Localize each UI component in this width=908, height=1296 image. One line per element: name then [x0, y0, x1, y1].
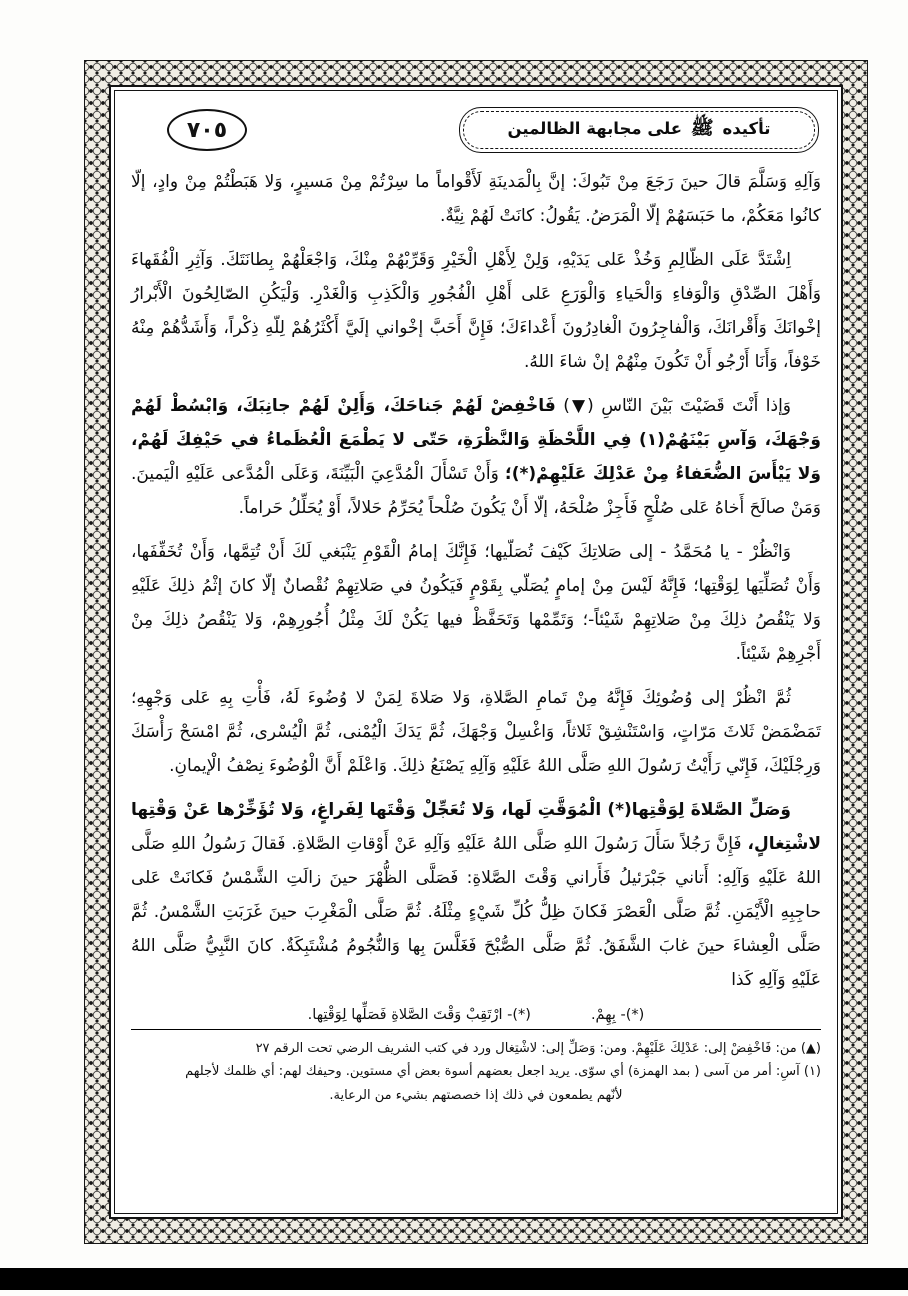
- scan-bottom-edge: [0, 1268, 908, 1290]
- footnote-line-3: لأنّهم يطمعون في ذلك إذا خصصتهم بشيء من الرعاية.: [329, 1087, 623, 1103]
- footnote-variant-2: (*)- ارْتَقِبْ وَقْتَ الصَّلاةِ فَصَلِّها لِوَقْتِها.: [307, 1007, 531, 1023]
- body-paragraph-5: ثُمَّ انْظُرْ إلى وُضُوئِكَ فَإِنَّهُ مِنْ تَمامِ الصَّلاةِ، وَلا صَلاةَ لِمَنْ لا وُضُوءَ لَهُ، فَأْتِ بِهِ عَلى وَجْهِهِ؛ تَمَضْمَضْ ثَلاثَ مَرّاتٍ، وَاسْتَنْشِقْ ثَلاثاً، وَاغْسِلْ وَجْهَكَ، ثُمَّ يَدَكَ الْيُمْنى، ثُمَّ الْيُسْرى، ثُمَّ امْسَحْ رَأْسَكَ وَرِجْلَيْكَ، فَإِنّي رَأَيْتُ رَسُولَ اللهِ صَلَّى اللهُ عَلَيْهِ وَآلِهِ يَصْنَعُ ذلِكَ. وَاعْلَمْ أَنَّ الْوُضُوءَ نِصْفُ الْإيمانِ.: [131, 688, 821, 776]
- chapter-title-post: على مجابهة الظالمين: [507, 119, 683, 138]
- page-header: [131, 103, 821, 159]
- ornamental-border: [84, 60, 868, 1244]
- paragraph-3-run-regular: وَإذا أَنْتَ قَضَيْتَ بَيْنَ النّاسِ (▼): [563, 396, 791, 416]
- paragraph-3-run-bold: فَاخْفِضْ لَهُمْ جَناحَكَ، وَأَلِنْ لَهُمْ جانِبَكَ، وَابْسُطْ لَهُمْ وَجْهَكَ، وَآسِ بَيْنَهُمْ(١) فِي اللَّحْظَةِ وَالنَّظْرَةِ، حَتّى لا يَطْمَعَ الْعُظَماءُ في حَيْفِكَ لَهُمْ، وَلا يَيْأَسَ الضُّعَفاءُ مِنْ عَدْلِكَ عَلَيْهِمْ(*)؛: [131, 396, 821, 484]
- footnote-variants-line: [131, 1007, 821, 1023]
- footnote-separator-rule: [131, 1029, 821, 1030]
- page-body: [131, 165, 821, 997]
- chapter-title-cartouche: [459, 107, 819, 153]
- footnote-variant-1: (*)- بِهِمْ.: [590, 1007, 645, 1023]
- page-number: ٧٠٥: [186, 117, 228, 143]
- body-paragraph-2: اِشْتَدَّ عَلَى الظّالِمِ وَخُذْ عَلى يَدَيْهِ، وَلِنْ لِأَهْلِ الْخَيْرِ وَقَرِّبْهُمْ مِنْكَ، وَاجْعَلْهُمْ بِطانَتَكَ. وَآثِرِ الْفُقَهاءَ وَأَهْلَ الصِّدْقِ وَالْوَفاءِ وَالْحَياءِ وَالْوَرَعِ عَلى أَهْلِ الْفُجُورِ وَالْكَذِبِ وَالْغَدْرِ. وَلْيَكُنِ الصّالِحُونَ الْأَبْرارُ إخْوانَكَ وَأَقْرانَكَ، وَالْفاجِرُونَ الْغادِرُونَ أَعْداءَكَ؛ فَإِنَّ أَحَبَّ إخْواني إلَيَّ أَكْثَرُهُمْ لِلّهِ ذِكْراً، وَأَشَدُّهُمْ مِنْهُ خَوْفاً، وَأَنَا أَرْجُو أَنْ تَكُونَ مِنْهُمْ إنْ شاءَ اللهُ.: [131, 250, 821, 372]
- pbuh-symbol: ﷺ: [690, 117, 714, 139]
- footnotes-section: [131, 1037, 821, 1107]
- body-paragraph-6: [131, 793, 821, 997]
- paragraph-3-run-regular-2: وَأَنْ تَسْأَلَ الْمُدَّعِيَ الْبَيِّنَةَ، وَعَلَى الْمُدَّعى عَلَيْهِ الْيَمينَ. وَمَنْ صالَحَ أَخاهُ عَلى صُلْحٍ فَأَجِزْ صُلْحَهُ، إلّا أَنْ يَكُونَ صُلْحاً يُحَرِّمُ حَلالاً، أَوْ يُحَلِّلُ حَراماً.: [131, 464, 821, 518]
- paragraph-6-run-bold: وَصَلِّ الصَّلاةَ لِوَقْتِها(*) الْمُوَقَّتِ لَها، وَلا تُعَجِّلْ وَقْتَها لِفَراغٍ، وَلا تُؤَخِّرْها عَنْ وَقْتِها لاشْتِغالٍ،: [131, 800, 821, 854]
- footnote-line-2: (١) آسِ: أمر من آسى ( بمد الهمزة) أي سوّى. يريد اجعل بعضهم أسوة بعض أي مستوين. وحيفك لهم: أي ظلمك لأجلهم: [185, 1064, 821, 1080]
- body-paragraph-1: وَآلِهِ وَسَلَّمَ قالَ حينَ رَجَعَ مِنْ تَبُوكَ: إنَّ بِالْمَدينَةِ لَأَقْواماً ما سِرْتُمْ مِنْ مَسيرٍ، وَلا هَبَطْتُمْ مِنْ وادٍ، إلّا كانُوا مَعَكُمْ، ما حَبَسَهُمْ إلّا الْمَرَضُ. يَقُولُ: كانَتْ لَهُمْ نِيَّةٌ.: [131, 172, 821, 226]
- chapter-title-pre: تأكيده: [722, 119, 771, 138]
- chapter-title: [463, 111, 815, 149]
- page-frame-inner-line: [114, 90, 838, 1214]
- footnote-line-1: (▲) من: فَاخْفِضْ إلى: عَدْلِكَ عَلَيْهِمْ. ومن: وَصَلِّ إلى: لاشْتِغال ورد في كتب الشريف الرضي تحت الرقم ٢٧: [255, 1041, 821, 1056]
- paragraph-6-run-regular: فَإِنَّ رَجُلاً سَأَلَ رَسُولَ اللهِ صَلَّى اللهُ عَلَيْهِ وَآلِهِ عَنْ أَوْقاتِ الصَّلاةِ. فَقالَ رَسُولُ اللهِ صَلَّى اللهُ عَلَيْهِ وَآلِهِ: أَتاني جَبْرَئيلُ فَأَراني وَقْتَ الصَّلاةِ: فَصَلَّى الظُّهْرَ حينَ زالَتِ الشَّمْسُ فَكانَتْ عَلى حاجِبِهِ الْأَيْمَنِ. ثُمَّ صَلَّى الْعَصْرَ فَكانَ ظِلُّ كُلِّ شَيْءٍ مِثْلَهُ. ثُمَّ صَلَّى الْمَغْرِبَ حينَ غَرَبَتِ الشَّمْسُ. ثُمَّ صَلَّى الْعِشاءَ حينَ غابَ الشَّفَقُ. ثُمَّ صَلَّى الصُّبْحَ فَغَلَّسَ بِها وَالنُّجُومُ مُشْتَبِكَةٌ. كانَ النَّبِيُّ صَلَّى اللهُ عَلَيْهِ وَآلِهِ كَذا: [131, 834, 821, 990]
- page-frame-outer-line: [109, 85, 843, 1219]
- body-paragraph-4: وَانْظُرْ - يا مُحَمَّدُ - إلى صَلاتِكَ كَيْفَ تُصَلّيها؛ فَإِنَّكَ إمامُ الْقَوْمِ يَنْبَغي لَكَ أَنْ تُتِمَّها، وَأَنْ تُخَفِّفَها، وَأَنْ تُصَلِّيَها لِوَقْتِها؛ فَإِنَّهُ لَيْسَ مِنْ إمامٍ يُصَلّي بِقَوْمٍ فَيَكُونُ في صَلاتِهِمْ نُقْصانٌ إلّا كانَ إثْمُ ذلِكَ عَلَيْهِ وَلا يَنْقُصُ ذلِكَ مِنْ صَلاتِهِمْ شَيْئاً-؛ وَتَمِّمْها وَتَحَفَّظْ فيها يَكُنْ لَكَ مِثْلُ أُجُورِهِمْ، وَلا يَنْقُصُ ذلِكَ مِنْ أَجْرِهِمْ شَيْئاً.: [131, 542, 821, 664]
- page-number-oval: [167, 109, 247, 151]
- body-paragraph-3: [131, 389, 821, 525]
